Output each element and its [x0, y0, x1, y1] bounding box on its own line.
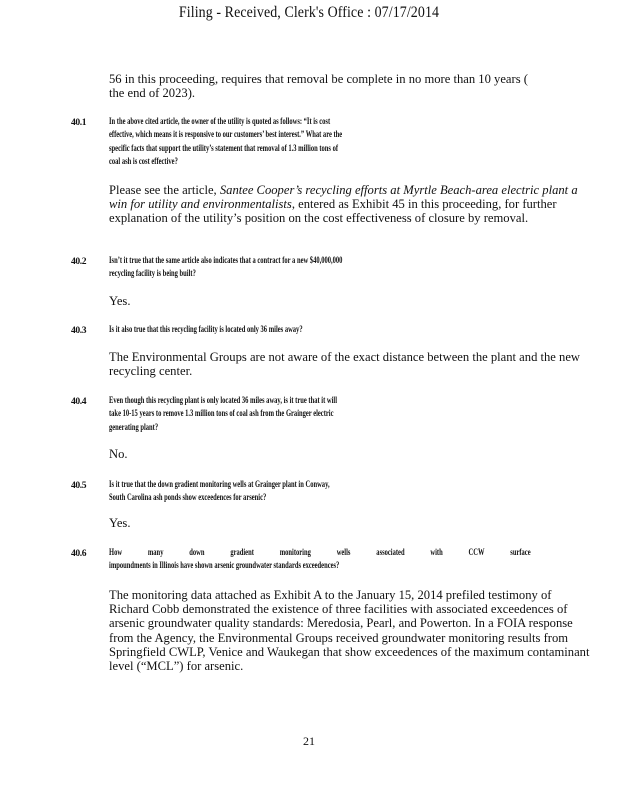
question-word: How — [109, 547, 123, 558]
question-number: 40.2 — [71, 256, 87, 267]
page-number: 21 — [303, 734, 315, 748]
question-number: 40.5 — [71, 480, 87, 491]
question-line: specific facts that support the utility’s statement that removal of 1.3 million tons of — [109, 142, 339, 154]
question-word: with — [430, 547, 443, 558]
question-line: generating plant? — [109, 421, 159, 433]
intro-answer-line2: the end of 2023). — [109, 86, 196, 101]
question-word: associated — [376, 547, 405, 558]
answer-text: No. — [109, 447, 128, 461]
question-text — [109, 323, 303, 336]
question-line: effective, which means it is responsive to our customers’ best interest.” What are the — [109, 129, 343, 141]
intro-answer-line1: 56 in this proceeding, requires that removal be complete in no more than 10 years ( — [109, 72, 528, 86]
answer-suffix: , entered as Exhibit 45 in this proceeding, for further explanation of the utility’s position on the cost effectiveness of closure by removal. — [109, 197, 557, 226]
question-line: recycling facility is being built? — [109, 268, 196, 280]
question-number: 40.3 — [71, 325, 87, 336]
question-word: CCW — [468, 547, 485, 558]
question-word: wells — [336, 547, 351, 558]
question-text — [109, 115, 342, 169]
filing-header: Filing - Received, Clerk's Office : 07/17/2014 — [178, 4, 440, 21]
answer-prefix: Please see the article, — [109, 183, 220, 197]
question-line: Is it also true that this recycling facility is located only 36 miles away? — [109, 324, 303, 335]
question-line: Is it true that the down gradient monitoring wells at Grainger plant in Conway, — [109, 479, 330, 490]
question-line: South Carolina ash ponds show exceedences for arsenic? — [109, 492, 267, 504]
question-word: surface — [510, 547, 531, 558]
question-line: Isn’t it true that the same article also indicates that a contract for a new $40,000,000 — [109, 255, 343, 266]
answer-text: The Environmental Groups are not aware of the exact distance between the plant and the new recycling center. — [109, 350, 581, 379]
question-line: In the above cited article, the owner of the utility is quoted as follows: “It is cost — [109, 116, 331, 127]
article-title: Santee Cooper’s recycling efforts at Myrtle Beach-area electric plant a win for utility and environmentalists — [109, 183, 578, 212]
question-justified-line — [109, 546, 531, 559]
question-line: take 10-15 years to remove 1.3 million tons of coal ash from the Grainger electric — [109, 408, 334, 420]
answer-text: Yes. — [109, 516, 131, 530]
question-word: many — [147, 547, 164, 558]
question-text — [109, 546, 531, 573]
question-text — [109, 478, 330, 505]
question-line: Even though this recycling plant is only located 36 miles away, is it true that it will — [109, 395, 338, 406]
question-number: 40.6 — [71, 548, 87, 559]
intro-answer — [109, 72, 591, 100]
question-number: 40.4 — [71, 396, 87, 407]
question-text — [109, 394, 337, 434]
question-line: coal ash is cost effective? — [109, 156, 178, 168]
question-number: 40.1 — [71, 117, 87, 128]
question-text — [109, 254, 342, 281]
question-word: down — [189, 547, 205, 558]
answer-text: The monitoring data attached as Exhibit A to the January 15, 2014 prefiled testimony of Richard Cobb demonstrated the existence of three facilities with associated exceedences of arsenic groundwater quality standards: Meredosia, Pearl, and Powerton. In a FOIA response from the Agency, the Environmental Groups received groundwater monitoring results from Springfield CWLP, Venice and Waukegan that show exceedences of the maximum contaminant level (“MCL”) for arsenic. — [109, 588, 590, 674]
question-word: monitoring — [279, 547, 311, 558]
answer-text — [109, 183, 591, 226]
question-line: impoundments in Illinois have shown arsenic groundwater standards exceedences? — [109, 560, 340, 572]
question-word: gradient — [230, 547, 254, 558]
answer-text: Yes. — [109, 294, 131, 308]
